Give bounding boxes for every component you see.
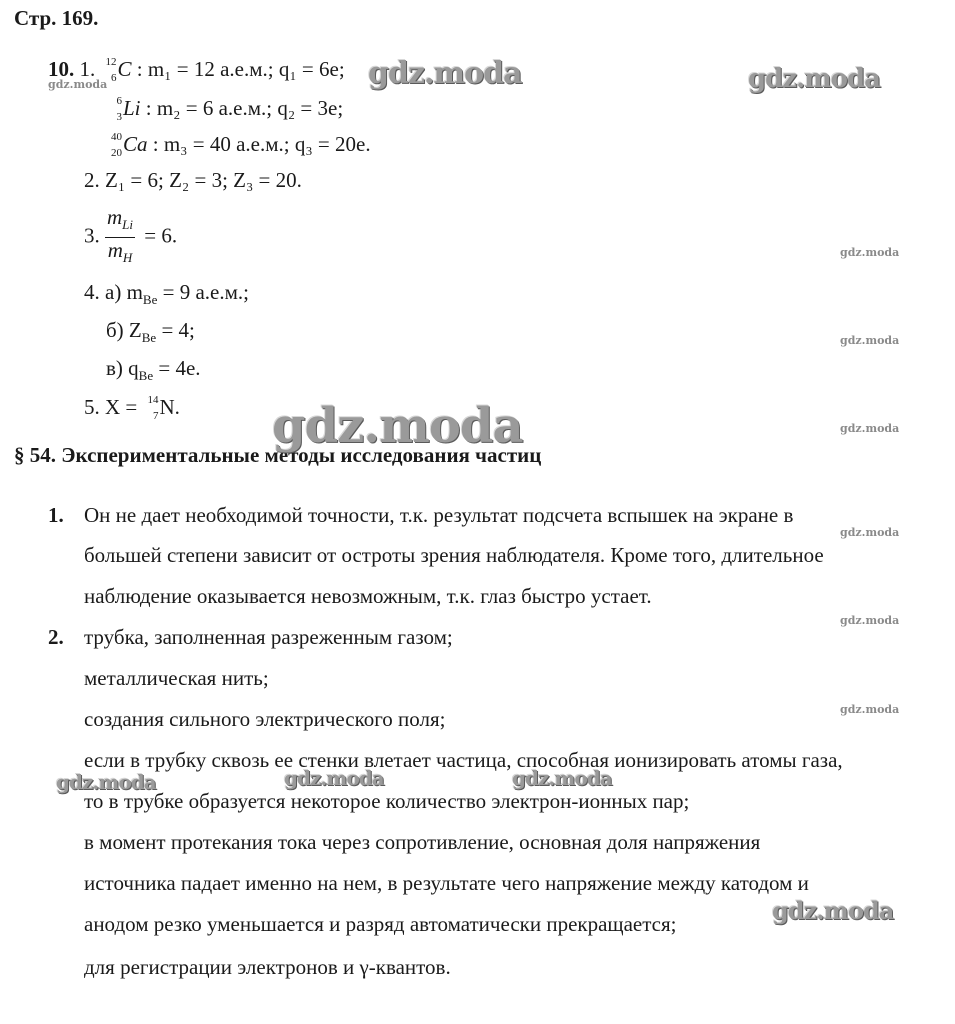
watermark: gdz.moda (840, 334, 900, 347)
watermark: gdz.moda (840, 614, 900, 627)
task10-number: 10. (48, 57, 75, 81)
task10-item4c: в) $q_{Be} = 4e$. (106, 356, 201, 384)
isotope-carbon: 12 6 (105, 56, 117, 85)
watermark: gdz.moda (840, 526, 900, 539)
question2-line5: то в трубке образуется некоторое количество электрон-ионных пар; (84, 789, 690, 813)
question1-line1: Он не дает необходимой точности, т.к. результат подсчета вспышек на экране в (84, 503, 794, 527)
question2-line3: создания сильного электрического поля; (84, 707, 446, 731)
task10-item1-label: 1. (79, 57, 96, 81)
task10-item2: 2. Z₁ = 6; Z₂ = 3; Z₃ = 20. (84, 168, 302, 192)
isotope-carbon-values: : m₁ = 12 а.е.м.; q₁ = 6e; (131, 57, 345, 81)
page-reference: Стр. 169. (14, 6, 99, 30)
isotope-lithium-symbol: Li (123, 96, 141, 120)
task10-line2 (106, 95, 343, 123)
watermark: gdz.moda (284, 766, 384, 790)
question2-line8: анодом резко уменьшается и разряд автоматически прекращается; (84, 912, 677, 936)
task10-item5: 5. X = 14 7 N. (84, 394, 180, 423)
task10-line3 (106, 131, 371, 159)
watermark: gdz.moda (272, 398, 523, 454)
question2-line2: металлическая нить; (84, 666, 269, 690)
task10-item4b: б) $Z_{Be} = 4$; (106, 318, 195, 346)
task10-item3 (84, 205, 177, 270)
watermark: gdz.moda (368, 56, 522, 91)
question1-line3: наблюдение оказывается невозможным, т.к. глаз быстро устает. (84, 584, 652, 608)
watermark: gdz.moda (512, 766, 612, 790)
watermark: gdz.moda (748, 64, 881, 94)
question2-line9: для регистрации электронов и γ-квантов. (84, 955, 451, 979)
isotope-carbon-symbol: C (117, 57, 132, 81)
isotope-lithium: 6 3 (116, 95, 122, 124)
mass-ratio-fraction: $\frac{m_{Li}}{m_H}$ (107, 205, 134, 266)
isotope-calcium-symbol: Ca (123, 132, 148, 156)
question2-line4: если в трубку сквозь ее стенки влетает частица, способная ионизировать атомы газа, (84, 748, 843, 772)
isotope-nitrogen: 14 7 (147, 394, 159, 423)
isotope-lithium-values: : m₂ = 6 а.е.м.; q₂ = 3e; (140, 96, 344, 120)
isotope-calcium: 40 20 (111, 131, 122, 160)
task10-item4a: 4. а) $m_{Be} = 9$ а.е.м.; (84, 280, 249, 308)
watermark: gdz.moda (840, 422, 900, 435)
question2-line6: в момент протекания тока через сопротивление, основная доля напряжения (84, 830, 761, 854)
watermark: gdz.moda (840, 246, 900, 259)
watermark: gdz.moda (772, 896, 894, 925)
question2-line1: трубка, заполненная разреженным газом; (84, 625, 453, 649)
isotope-calcium-values: : m₃ = 40 а.е.м.; q₃ = 20e. (147, 132, 371, 156)
task10-item3-tail: = 6. (144, 223, 178, 248)
section-title: § 54. Экспериментальные методы исследования частиц (14, 443, 542, 467)
question1-number: 1. (48, 503, 64, 527)
question1-line2: большей степени зависит от остроты зрения наблюдателя. Кроме того, длительное (84, 543, 824, 567)
watermark: gdz.moda (840, 703, 900, 716)
watermark: gdz.moda (56, 770, 156, 794)
watermark: gdz.moda (48, 78, 108, 91)
task10-item3-label: 3. (84, 223, 100, 248)
question2-line7: источника падает именно на нем, в результате чего напряжение между катодом и (84, 871, 809, 895)
question2-number: 2. (48, 625, 64, 649)
